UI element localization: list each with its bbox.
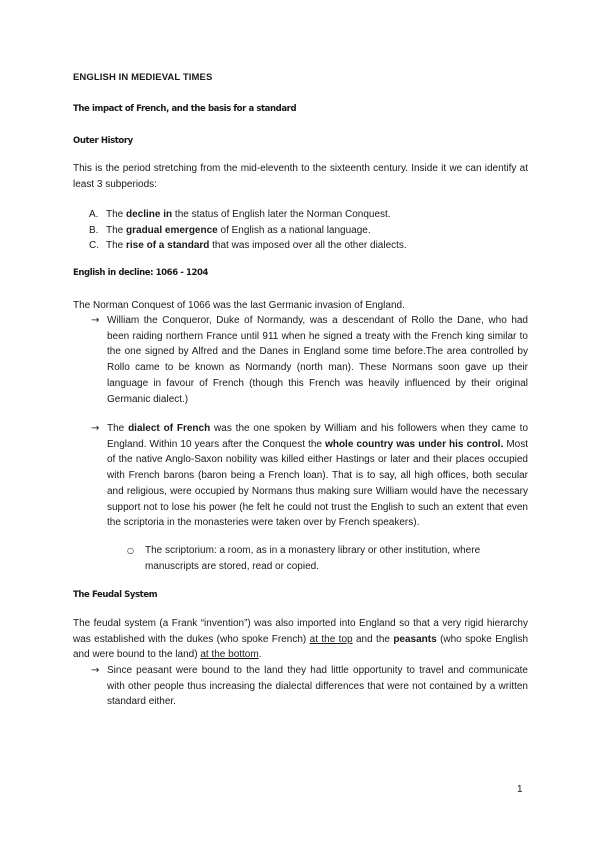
list-item-text: The rise of a standard that was imposed over all the other dialects. xyxy=(106,240,407,252)
french-paragraph: The dialect of French was the one spoken by William and his followers when they came to England. Within 10 years after the Conquest the whole country was under his control. Most of the native Anglo-Saxon nobility was killed either Hastings or later and their places occupied with French barons (baron being a French loan). That is to say, all high offices, both secular and religious, were occupied by Normans thus making sure William would have the necessary support not to lose his power (he felt he could not trust the English to such an extent that even the scriptoria in the monasteries were taken over by French speakers). xyxy=(107,423,529,529)
subperiod-list xyxy=(89,207,407,254)
document-title: ENGLISH IN MEDIEVAL TIMES xyxy=(73,72,213,83)
feudal-heading: The Feudal System xyxy=(73,590,158,600)
feudal-paragraph: The feudal system (a Frank “invention”) was also imported into England so that a very rigid hierarchy was established with the dukes (who spoke French) at the top and the peasants (who spoke English and were bound to the land) at the bottom. xyxy=(73,618,529,661)
list-item-text: The gradual emergence of English as a national language. xyxy=(106,224,371,236)
document-subtitle: The impact of French, and the basis for a standard xyxy=(73,104,297,114)
list-item-label: A. xyxy=(89,209,99,220)
page-number: 1 xyxy=(517,784,523,795)
conquest-intro: The Norman Conquest of 1066 was the last Germanic invasion of England. xyxy=(73,300,405,311)
list-item-label: C. xyxy=(89,240,99,252)
peasant-paragraph: Since peasant were bound to the land they had little opportunity to travel and communicate with other people thus increasing the dialectal differences that were not contained by a written standard either. xyxy=(107,665,528,708)
arrow-icon: → xyxy=(91,665,100,676)
arrow-icon: → xyxy=(91,315,100,326)
scriptorium-note: The scriptorium: a room, as in a monastery library or other institution, where manuscripts are stored, read or copied. xyxy=(145,545,481,572)
william-paragraph: William the Conqueror, Duke of Normandy, was a descendant of Rollo the Dane, who had been raiding northern France until 911 when he signed a treaty with the French king similar to the one signed by Alfred and the Danes in England some time before.The area controlled by Rollo came to be known as Normandy (north man). These Normans soon gave up their language in favour of French (though this French was heavily influenced by their original Germanic dialect.) xyxy=(107,315,528,405)
list-item xyxy=(89,223,407,239)
outer-history-heading: Outer History xyxy=(73,136,133,146)
decline-heading: English in decline: 1066 - 1204 xyxy=(73,268,209,278)
intro-paragraph: This is the period stretching from the mid-eleventh to the sixteenth century. Inside it we can identify at least 3 subperiods: xyxy=(73,163,528,190)
bullet-icon: ○ xyxy=(127,546,134,555)
list-item-text: The decline in the status of English later the Norman Conquest. xyxy=(106,209,391,220)
list-item-label: B. xyxy=(89,224,99,236)
arrow-icon: → xyxy=(91,423,100,434)
list-item xyxy=(89,207,407,223)
list-item xyxy=(89,238,407,254)
